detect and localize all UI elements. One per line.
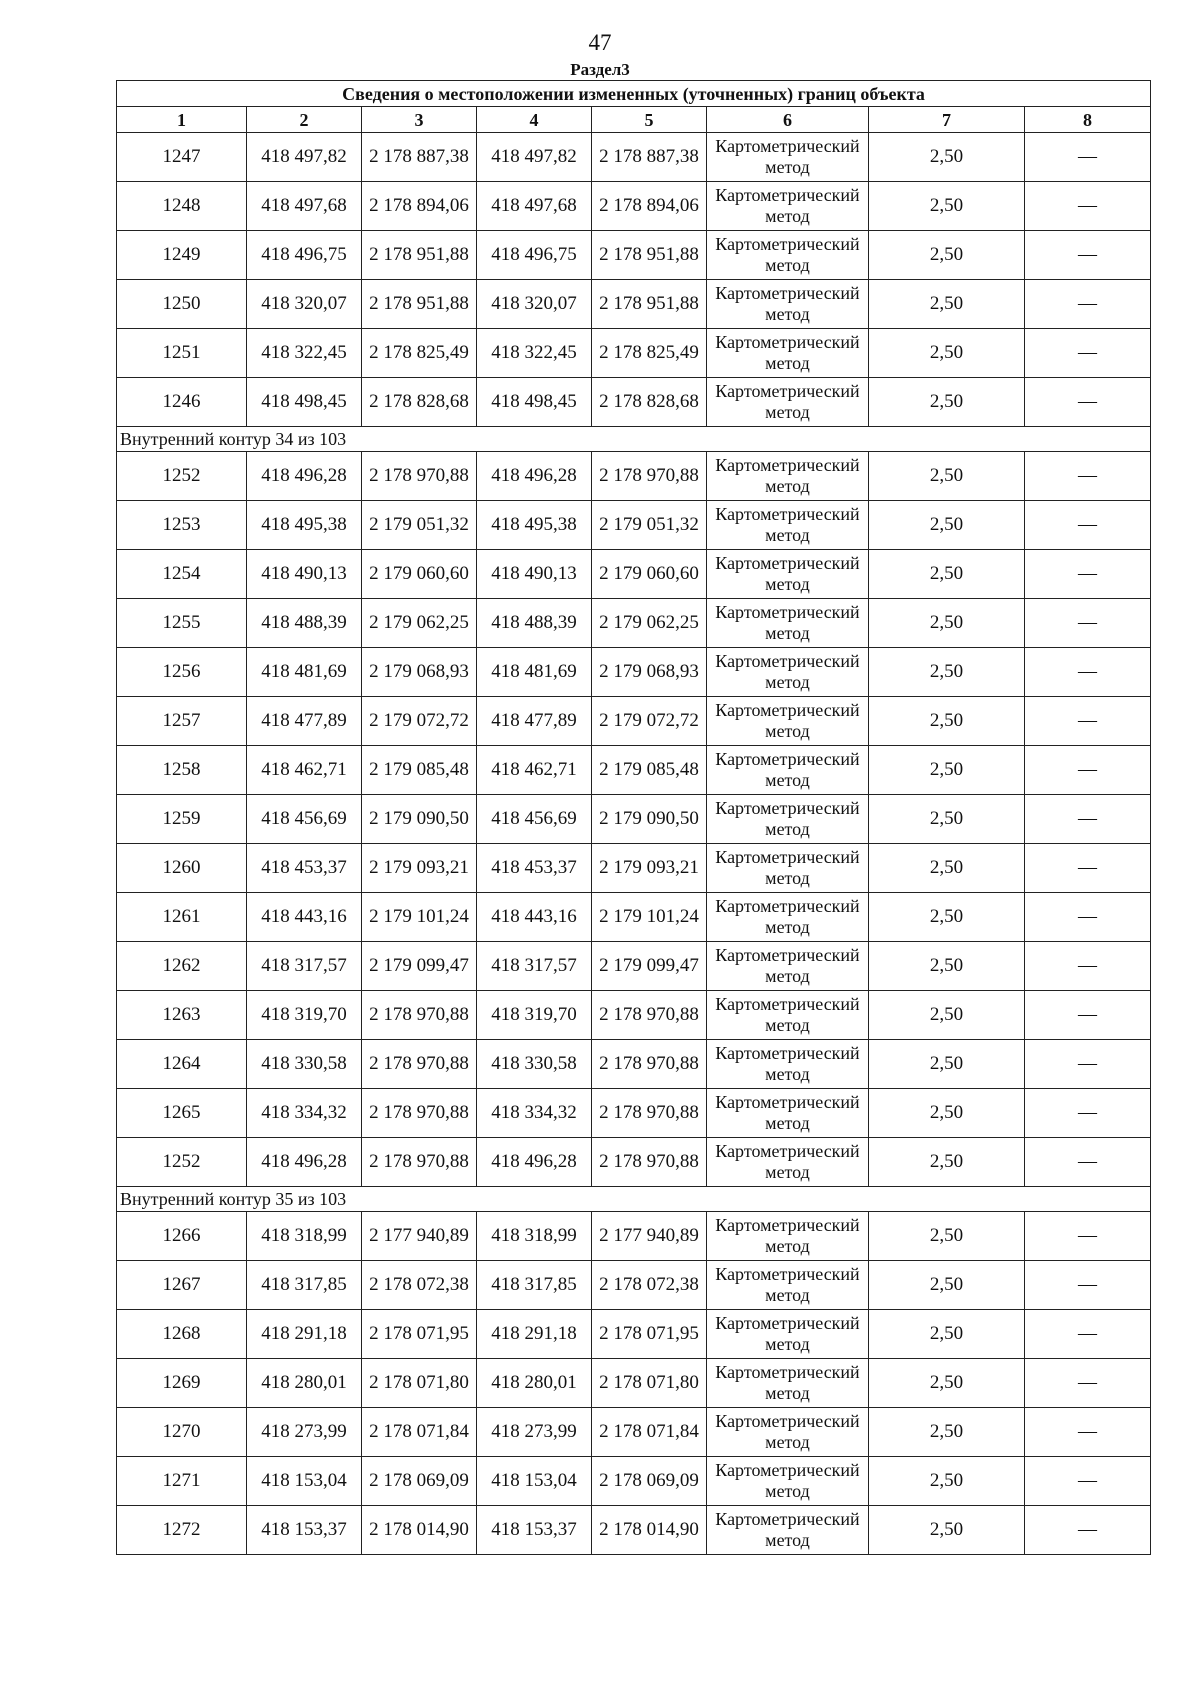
cell-point-number: 1271 [117, 1457, 247, 1506]
cell-point-number: 1252 [117, 1138, 247, 1187]
cell-point-number: 1264 [117, 1040, 247, 1089]
cell-y-new: 2 178 970,88 [592, 991, 707, 1040]
cell-point-number: 1255 [117, 599, 247, 648]
cell-precision: 2,50 [869, 844, 1025, 893]
cell-y-new: 2 178 951,88 [592, 280, 707, 329]
cell-x-new: 418 317,57 [477, 942, 592, 991]
cell-precision: 2,50 [869, 599, 1025, 648]
cell-y-new: 2 178 828,68 [592, 378, 707, 427]
cell-precision: 2,50 [869, 942, 1025, 991]
column-header: 7 [869, 107, 1025, 133]
table-row [117, 1506, 1151, 1555]
cell-description: — [1025, 599, 1151, 648]
cell-point-number: 1248 [117, 182, 247, 231]
cell-x-old: 418 153,04 [247, 1457, 362, 1506]
cell-y-new: 2 178 014,90 [592, 1506, 707, 1555]
cell-y-old: 2 178 970,88 [362, 1040, 477, 1089]
cell-description: — [1025, 1359, 1151, 1408]
cell-y-new: 2 178 071,80 [592, 1359, 707, 1408]
column-header: 6 [707, 107, 869, 133]
cell-y-old: 2 178 970,88 [362, 1138, 477, 1187]
cell-x-new: 418 334,32 [477, 1089, 592, 1138]
table-row [117, 501, 1151, 550]
cell-y-old: 2 178 825,49 [362, 329, 477, 378]
cell-method: Картометрический метод [707, 795, 869, 844]
table-row [117, 844, 1151, 893]
cell-precision: 2,50 [869, 1138, 1025, 1187]
cell-x-old: 418 477,89 [247, 697, 362, 746]
cell-y-new: 2 179 085,48 [592, 746, 707, 795]
cell-x-new: 418 496,28 [477, 1138, 592, 1187]
cell-precision: 2,50 [869, 329, 1025, 378]
cell-y-old: 2 179 099,47 [362, 942, 477, 991]
cell-description: — [1025, 1506, 1151, 1555]
table-row [117, 182, 1151, 231]
cell-precision: 2,50 [869, 378, 1025, 427]
cell-y-new: 2 179 101,24 [592, 893, 707, 942]
cell-description: — [1025, 844, 1151, 893]
cell-x-old: 418 273,99 [247, 1408, 362, 1457]
cell-x-new: 418 456,69 [477, 795, 592, 844]
cell-y-old: 2 178 970,88 [362, 991, 477, 1040]
cell-description: — [1025, 697, 1151, 746]
cell-method: Картометрический метод [707, 893, 869, 942]
cell-y-new: 2 178 970,88 [592, 452, 707, 501]
column-header: 1 [117, 107, 247, 133]
cell-x-old: 418 488,39 [247, 599, 362, 648]
cell-point-number: 1254 [117, 550, 247, 599]
cell-y-old: 2 178 951,88 [362, 280, 477, 329]
cell-point-number: 1249 [117, 231, 247, 280]
cell-point-number: 1246 [117, 378, 247, 427]
cell-y-old: 2 178 072,38 [362, 1261, 477, 1310]
cell-x-new: 418 497,82 [477, 133, 592, 182]
table-row [117, 599, 1151, 648]
cell-description: — [1025, 182, 1151, 231]
table-row [117, 452, 1151, 501]
cell-point-number: 1251 [117, 329, 247, 378]
cell-point-number: 1256 [117, 648, 247, 697]
cell-method: Картометрический метод [707, 844, 869, 893]
cell-y-new: 2 178 071,84 [592, 1408, 707, 1457]
cell-description: — [1025, 1457, 1151, 1506]
cell-x-new: 418 317,85 [477, 1261, 592, 1310]
cell-x-new: 418 153,04 [477, 1457, 592, 1506]
contour-header-row [117, 427, 1151, 452]
cell-y-new: 2 179 090,50 [592, 795, 707, 844]
cell-x-old: 418 153,37 [247, 1506, 362, 1555]
cell-y-new: 2 178 072,38 [592, 1261, 707, 1310]
cell-x-new: 418 496,28 [477, 452, 592, 501]
cell-x-old: 418 481,69 [247, 648, 362, 697]
cell-x-new: 418 498,45 [477, 378, 592, 427]
cell-precision: 2,50 [869, 1359, 1025, 1408]
cell-x-new: 418 318,99 [477, 1212, 592, 1261]
cell-x-old: 418 497,82 [247, 133, 362, 182]
table-row [117, 1408, 1151, 1457]
cell-point-number: 1259 [117, 795, 247, 844]
cell-y-new: 2 178 825,49 [592, 329, 707, 378]
cell-y-old: 2 178 828,68 [362, 378, 477, 427]
cell-y-old: 2 179 060,60 [362, 550, 477, 599]
cell-description: — [1025, 378, 1151, 427]
cell-point-number: 1272 [117, 1506, 247, 1555]
cell-x-old: 418 496,75 [247, 231, 362, 280]
table-row [117, 795, 1151, 844]
cell-y-old: 2 178 069,09 [362, 1457, 477, 1506]
cell-point-number: 1266 [117, 1212, 247, 1261]
cell-method: Картометрический метод [707, 1310, 869, 1359]
page-number: 47 [588, 30, 612, 55]
cell-x-old: 418 322,45 [247, 329, 362, 378]
cell-precision: 2,50 [869, 697, 1025, 746]
cell-method: Картометрический метод [707, 133, 869, 182]
cell-description: — [1025, 231, 1151, 280]
cell-y-old: 2 178 887,38 [362, 133, 477, 182]
cell-precision: 2,50 [869, 1261, 1025, 1310]
cell-description: — [1025, 1310, 1151, 1359]
cell-x-new: 418 496,75 [477, 231, 592, 280]
column-header: 5 [592, 107, 707, 133]
cell-method: Картометрический метод [707, 378, 869, 427]
cell-method: Картометрический метод [707, 329, 869, 378]
cell-description: — [1025, 1138, 1151, 1187]
table-row [117, 1359, 1151, 1408]
cell-x-old: 418 462,71 [247, 746, 362, 795]
table-row [117, 133, 1151, 182]
cell-description: — [1025, 991, 1151, 1040]
cell-y-old: 2 178 951,88 [362, 231, 477, 280]
cell-y-old: 2 179 072,72 [362, 697, 477, 746]
cell-x-new: 418 319,70 [477, 991, 592, 1040]
cell-x-old: 418 495,38 [247, 501, 362, 550]
table-row [117, 746, 1151, 795]
cell-y-old: 2 178 894,06 [362, 182, 477, 231]
cell-point-number: 1270 [117, 1408, 247, 1457]
cell-y-old: 2 179 085,48 [362, 746, 477, 795]
table-row [117, 1457, 1151, 1506]
cell-method: Картометрический метод [707, 182, 869, 231]
cell-precision: 2,50 [869, 231, 1025, 280]
cell-x-old: 418 334,32 [247, 1089, 362, 1138]
cell-y-old: 2 178 014,90 [362, 1506, 477, 1555]
table-row [117, 1138, 1151, 1187]
cell-x-old: 418 496,28 [247, 1138, 362, 1187]
cell-y-new: 2 178 970,88 [592, 1138, 707, 1187]
cell-description: — [1025, 1089, 1151, 1138]
cell-precision: 2,50 [869, 991, 1025, 1040]
cell-y-old: 2 179 062,25 [362, 599, 477, 648]
cell-x-new: 418 153,37 [477, 1506, 592, 1555]
cell-x-old: 418 490,13 [247, 550, 362, 599]
cell-description: — [1025, 795, 1151, 844]
cell-precision: 2,50 [869, 1089, 1025, 1138]
cell-y-new: 2 178 069,09 [592, 1457, 707, 1506]
cell-y-old: 2 179 090,50 [362, 795, 477, 844]
table-row [117, 1310, 1151, 1359]
cell-point-number: 1252 [117, 452, 247, 501]
cell-x-new: 418 477,89 [477, 697, 592, 746]
cell-x-new: 418 443,16 [477, 893, 592, 942]
cell-precision: 2,50 [869, 1408, 1025, 1457]
cell-description: — [1025, 1212, 1151, 1261]
table-row [117, 991, 1151, 1040]
cell-x-old: 418 456,69 [247, 795, 362, 844]
cell-y-new: 2 179 099,47 [592, 942, 707, 991]
cell-y-old: 2 177 940,89 [362, 1212, 477, 1261]
cell-method: Картометрический метод [707, 1506, 869, 1555]
cell-y-old: 2 178 970,88 [362, 452, 477, 501]
cell-precision: 2,50 [869, 1506, 1025, 1555]
table-row [117, 1261, 1151, 1310]
cell-method: Картометрический метод [707, 1408, 869, 1457]
table-row [117, 697, 1151, 746]
cell-point-number: 1247 [117, 133, 247, 182]
table-caption: Сведения о местоположении измененных (уточненных) границ объекта [117, 81, 1151, 107]
cell-y-old: 2 179 051,32 [362, 501, 477, 550]
column-header: 8 [1025, 107, 1151, 133]
cell-precision: 2,50 [869, 648, 1025, 697]
cell-method: Картометрический метод [707, 942, 869, 991]
cell-x-new: 418 497,68 [477, 182, 592, 231]
cell-method: Картометрический метод [707, 697, 869, 746]
cell-x-new: 418 481,69 [477, 648, 592, 697]
cell-method: Картометрический метод [707, 1212, 869, 1261]
cell-x-old: 418 317,85 [247, 1261, 362, 1310]
table-row [117, 329, 1151, 378]
cell-x-old: 418 443,16 [247, 893, 362, 942]
table-row [117, 942, 1151, 991]
cell-x-old: 418 496,28 [247, 452, 362, 501]
table-row [117, 1040, 1151, 1089]
cell-x-old: 418 280,01 [247, 1359, 362, 1408]
cell-precision: 2,50 [869, 1212, 1025, 1261]
cell-method: Картометрический метод [707, 1457, 869, 1506]
cell-x-new: 418 273,99 [477, 1408, 592, 1457]
cell-precision: 2,50 [869, 452, 1025, 501]
boundary-table [116, 80, 1151, 1555]
cell-method: Картометрический метод [707, 452, 869, 501]
cell-x-new: 418 320,07 [477, 280, 592, 329]
cell-x-new: 418 322,45 [477, 329, 592, 378]
cell-point-number: 1250 [117, 280, 247, 329]
table-row [117, 280, 1151, 329]
cell-point-number: 1257 [117, 697, 247, 746]
cell-point-number: 1269 [117, 1359, 247, 1408]
cell-y-new: 2 178 887,38 [592, 133, 707, 182]
cell-x-new: 418 462,71 [477, 746, 592, 795]
table-row [117, 378, 1151, 427]
cell-precision: 2,50 [869, 280, 1025, 329]
table-row [117, 893, 1151, 942]
cell-y-old: 2 178 970,88 [362, 1089, 477, 1138]
cell-precision: 2,50 [869, 1457, 1025, 1506]
cell-y-old: 2 179 101,24 [362, 893, 477, 942]
cell-x-old: 418 291,18 [247, 1310, 362, 1359]
cell-method: Картометрический метод [707, 1138, 869, 1187]
column-header: 2 [247, 107, 362, 133]
cell-x-new: 418 280,01 [477, 1359, 592, 1408]
cell-description: — [1025, 942, 1151, 991]
cell-y-old: 2 178 071,84 [362, 1408, 477, 1457]
section-title: Раздел3 [570, 60, 630, 79]
cell-y-new: 2 178 970,88 [592, 1089, 707, 1138]
cell-precision: 2,50 [869, 746, 1025, 795]
cell-point-number: 1258 [117, 746, 247, 795]
cell-method: Картометрический метод [707, 501, 869, 550]
cell-point-number: 1263 [117, 991, 247, 1040]
cell-method: Картометрический метод [707, 1089, 869, 1138]
cell-precision: 2,50 [869, 182, 1025, 231]
table-row [117, 648, 1151, 697]
cell-description: — [1025, 452, 1151, 501]
cell-description: — [1025, 329, 1151, 378]
cell-y-new: 2 178 951,88 [592, 231, 707, 280]
cell-y-new: 2 178 894,06 [592, 182, 707, 231]
cell-x-new: 418 453,37 [477, 844, 592, 893]
cell-x-new: 418 330,58 [477, 1040, 592, 1089]
cell-description: — [1025, 1040, 1151, 1089]
contour-header-row [117, 1187, 1151, 1212]
cell-description: — [1025, 648, 1151, 697]
cell-point-number: 1261 [117, 893, 247, 942]
cell-x-old: 418 497,68 [247, 182, 362, 231]
cell-x-new: 418 488,39 [477, 599, 592, 648]
cell-method: Картометрический метод [707, 746, 869, 795]
cell-point-number: 1253 [117, 501, 247, 550]
cell-method: Картометрический метод [707, 648, 869, 697]
cell-point-number: 1262 [117, 942, 247, 991]
cell-y-new: 2 179 062,25 [592, 599, 707, 648]
cell-y-old: 2 179 068,93 [362, 648, 477, 697]
cell-y-old: 2 178 071,80 [362, 1359, 477, 1408]
cell-x-old: 418 330,58 [247, 1040, 362, 1089]
cell-method: Картометрический метод [707, 280, 869, 329]
cell-precision: 2,50 [869, 893, 1025, 942]
cell-precision: 2,50 [869, 133, 1025, 182]
cell-precision: 2,50 [869, 1310, 1025, 1359]
cell-method: Картометрический метод [707, 1359, 869, 1408]
cell-method: Картометрический метод [707, 550, 869, 599]
cell-point-number: 1265 [117, 1089, 247, 1138]
table-row [117, 231, 1151, 280]
cell-method: Картометрический метод [707, 991, 869, 1040]
cell-description: — [1025, 133, 1151, 182]
cell-y-new: 2 179 072,72 [592, 697, 707, 746]
cell-description: — [1025, 746, 1151, 795]
cell-description: — [1025, 1261, 1151, 1310]
cell-point-number: 1267 [117, 1261, 247, 1310]
cell-x-old: 418 318,99 [247, 1212, 362, 1261]
cell-precision: 2,50 [869, 501, 1025, 550]
cell-x-old: 418 319,70 [247, 991, 362, 1040]
cell-method: Картометрический метод [707, 231, 869, 280]
cell-precision: 2,50 [869, 1040, 1025, 1089]
cell-x-old: 418 320,07 [247, 280, 362, 329]
cell-point-number: 1268 [117, 1310, 247, 1359]
cell-x-new: 418 291,18 [477, 1310, 592, 1359]
contour-label: Внутренний контур 34 из 103 [117, 427, 1151, 452]
cell-y-old: 2 179 093,21 [362, 844, 477, 893]
table-row [117, 550, 1151, 599]
cell-y-new: 2 178 970,88 [592, 1040, 707, 1089]
cell-x-old: 418 498,45 [247, 378, 362, 427]
cell-point-number: 1260 [117, 844, 247, 893]
column-header: 3 [362, 107, 477, 133]
cell-x-new: 418 490,13 [477, 550, 592, 599]
contour-label: Внутренний контур 35 из 103 [117, 1187, 1151, 1212]
cell-y-new: 2 179 060,60 [592, 550, 707, 599]
cell-y-new: 2 179 051,32 [592, 501, 707, 550]
column-header: 4 [477, 107, 592, 133]
cell-description: — [1025, 550, 1151, 599]
cell-description: — [1025, 280, 1151, 329]
cell-y-old: 2 178 071,95 [362, 1310, 477, 1359]
cell-precision: 2,50 [869, 795, 1025, 844]
cell-x-new: 418 495,38 [477, 501, 592, 550]
cell-precision: 2,50 [869, 550, 1025, 599]
cell-description: — [1025, 501, 1151, 550]
table-body [117, 133, 1151, 1555]
cell-x-old: 418 317,57 [247, 942, 362, 991]
cell-method: Картометрический метод [707, 599, 869, 648]
cell-description: — [1025, 893, 1151, 942]
cell-y-new: 2 179 093,21 [592, 844, 707, 893]
table-row [117, 1089, 1151, 1138]
cell-y-new: 2 177 940,89 [592, 1212, 707, 1261]
cell-method: Картометрический метод [707, 1261, 869, 1310]
cell-method: Картометрический метод [707, 1040, 869, 1089]
table-row [117, 1212, 1151, 1261]
cell-y-new: 2 178 071,95 [592, 1310, 707, 1359]
cell-x-old: 418 453,37 [247, 844, 362, 893]
cell-y-new: 2 179 068,93 [592, 648, 707, 697]
cell-description: — [1025, 1408, 1151, 1457]
